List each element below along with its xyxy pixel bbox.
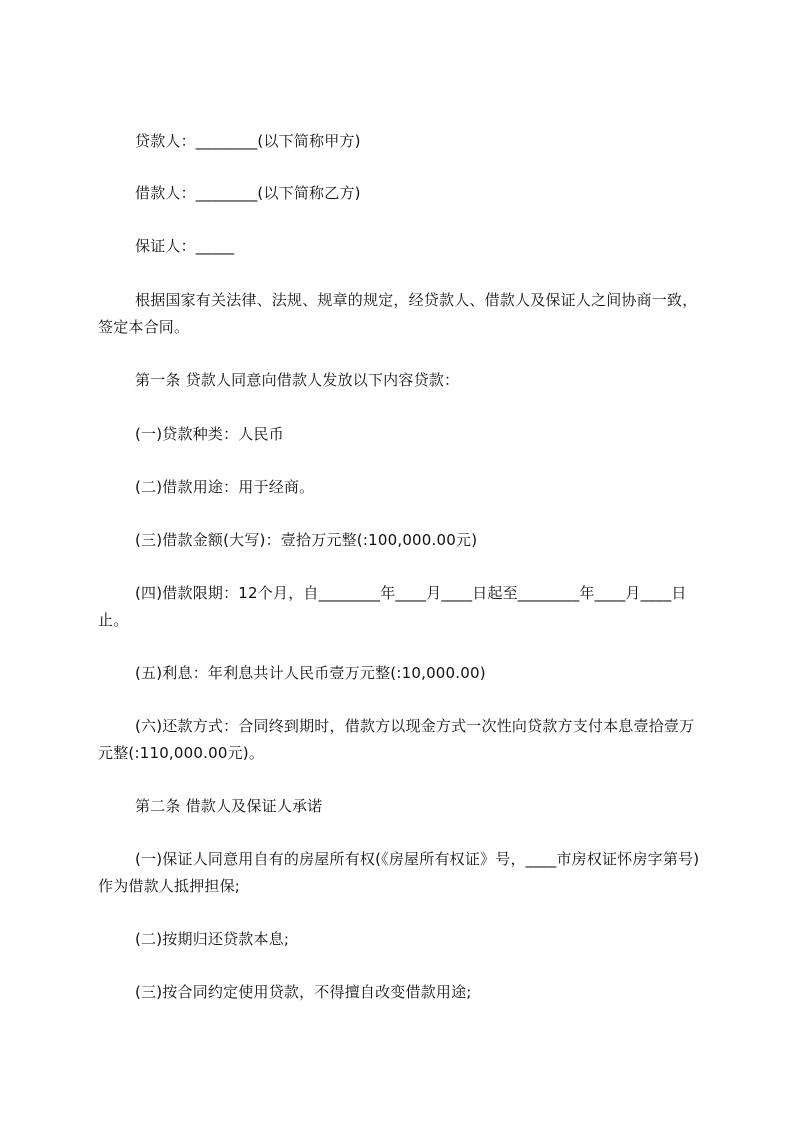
interest-clause: (五)利息：年利息共计人民币壹万元整(:10,000.00): [135, 664, 486, 682]
loan-type-clause: (一)贷款种类：人民币: [135, 425, 284, 443]
guarantor-line: 保证人：_____: [135, 237, 235, 255]
loan-purpose-clause: (二)借款用途：用于经商。: [135, 478, 315, 496]
use-as-agreed-clause: (三)按合同约定使用贷款，不得擅自改变借款用途;: [135, 983, 472, 1001]
repayment-clause: (六)还款方式：合同终到期时，借款方以现金方式一次性向贷款方支付本息壹拾壹万元整(:110,000.00元)。: [98, 717, 695, 762]
repay-on-time-clause: (二)按期归还贷款本息;: [135, 930, 290, 948]
lender-line: 贷款人：________(以下简称甲方): [135, 132, 361, 150]
loan-term-clause: (四)借款限期：12个月，自________年____月____日起至________年____月____日止。: [98, 584, 687, 629]
article-2-heading: 第二条 借款人及保证人承诺: [135, 797, 323, 815]
preamble-paragraph: 根据国家有关法律、法规、规章的规定，经贷款人、借款人及保证人之间协商一致，签定本合同。: [98, 291, 698, 336]
borrower-line: 借款人：________(以下简称乙方): [135, 184, 361, 202]
article-1-heading: 第一条 贷款人同意向借款人发放以下内容贷款：: [135, 371, 460, 389]
loan-amount-clause: (三)借款金额(大写)：壹拾万元整(:100,000.00元): [135, 531, 478, 549]
guarantee-clause: (一)保证人同意用自有的房屋所有权(《房屋所有权证》号，____市房权证怀房字第号)作为借款人抵押担保;: [98, 850, 700, 895]
